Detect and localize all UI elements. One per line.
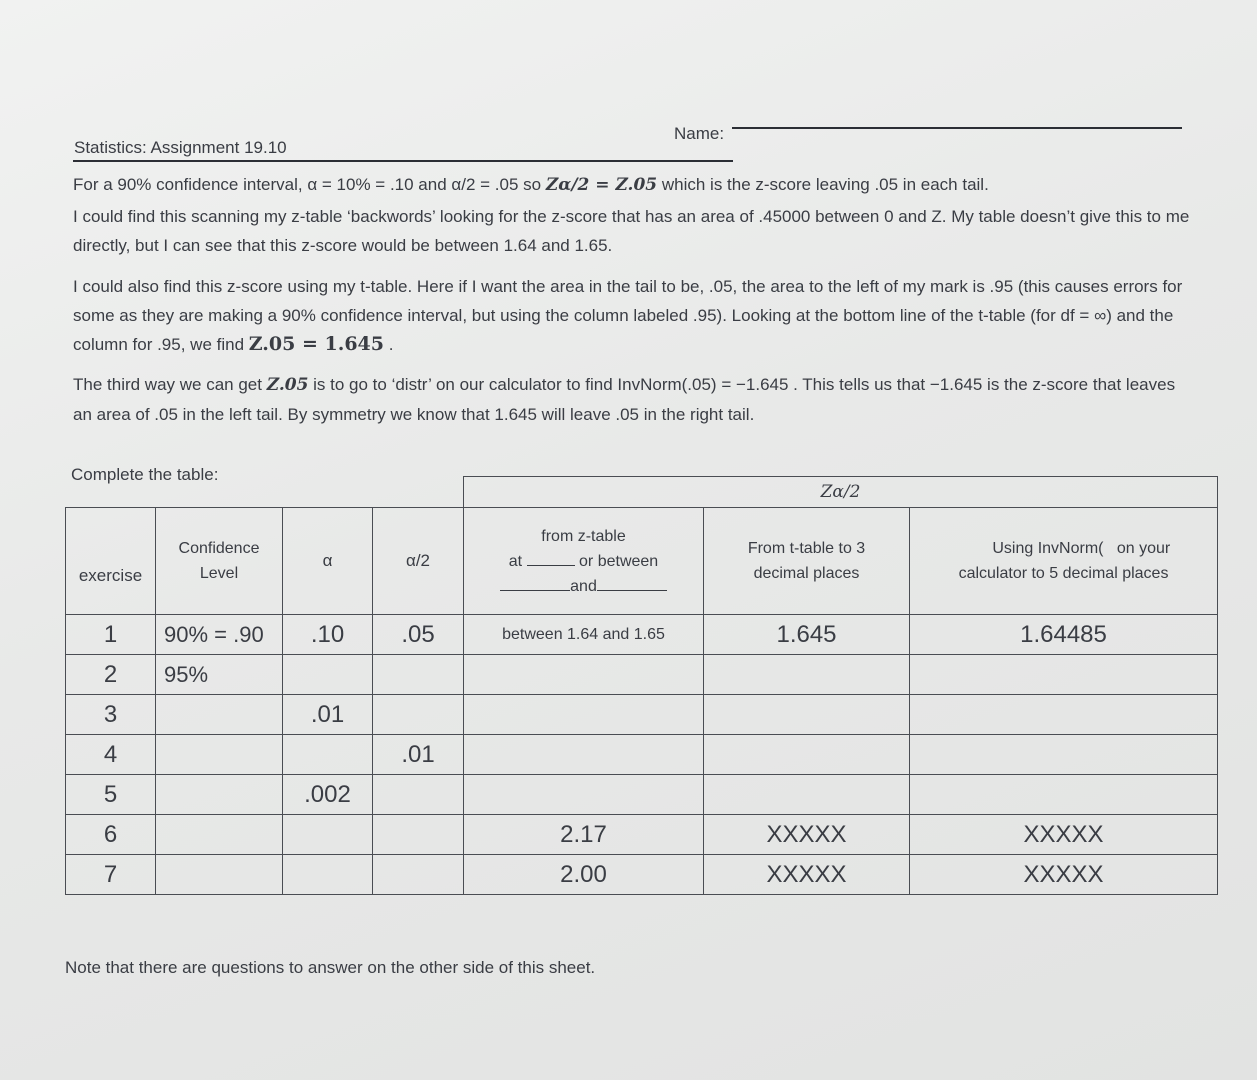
table-row [66, 695, 1218, 735]
cell-exercise: 3 [66, 695, 156, 735]
header-exercise: exercise [66, 508, 156, 615]
cell-confidence[interactable] [156, 735, 283, 775]
paragraph-t-table: I could also find this z-score using my t-table. Here if I want the area in the tail to be, .05, the area to the left of my mark is .95 (this causes errors for some as they are making a 90% confidence interval, but using the column labeled .95). Looking at the bottom line of the t-table (for df = ∞) and the column for .95, we find Z.05 = 1.645 . [73, 277, 1183, 355]
cell-z-table[interactable] [464, 775, 704, 815]
cell-alpha[interactable] [283, 655, 373, 695]
cell-alpha-half[interactable] [373, 655, 464, 695]
title-underline [73, 160, 733, 162]
cell-alpha[interactable]: .01 [283, 695, 373, 735]
header-z-alpha-half [464, 477, 1218, 508]
cell-exercise: 1 [66, 615, 156, 655]
cell-confidence[interactable] [156, 775, 283, 815]
cell-invnorm: XXXXX [910, 815, 1218, 855]
p3-text: I could also find this z-score using my t-table. Here if I want the area in the tail to be, .05, the area to the left of my mark is .95 (this causes errors for some as they are making a 90% confidence interval, but using the column labeled .95). Looking at the bottom line of the t-table (for df = ∞) and the column for .95, we find [73, 277, 1183, 354]
cell-z-table[interactable] [464, 735, 704, 775]
z-alpha-half-label: Zα/2 [820, 482, 861, 502]
cell-confidence[interactable]: 90% = .90 [156, 615, 283, 655]
p4-text: is to go to ‘distr’ on our calculator to find InvNorm(.05) = −1.645 . This tells us that −1.645 is the z-score that leaves an area of .05 in the left tail. By symmetry we know that 1.645 will leave .05 in the right tail. [73, 375, 1176, 424]
cell-invnorm[interactable] [910, 775, 1218, 815]
cell-alpha[interactable] [283, 855, 373, 895]
cell-exercise: 7 [66, 855, 156, 895]
p1-math: Zα/2 = Z.05 [545, 175, 658, 195]
cell-alpha-half[interactable] [373, 815, 464, 855]
cell-exercise: 4 [66, 735, 156, 775]
cell-alpha-half[interactable] [373, 695, 464, 735]
cell-z-table[interactable]: 2.17 [464, 815, 704, 855]
cell-alpha-half[interactable]: .05 [373, 615, 464, 655]
cell-z-table[interactable]: between 1.64 and 1.65 [464, 615, 704, 655]
header-from-z-table: from z-table at or between and [464, 508, 704, 615]
cell-confidence[interactable] [156, 855, 283, 895]
table-row [66, 735, 1218, 775]
header-alpha: α [283, 508, 373, 615]
blank-corner-2 [156, 477, 283, 508]
cell-t-table[interactable] [704, 655, 910, 695]
cell-alpha[interactable] [283, 735, 373, 775]
header-using-invnorm: Using InvNorm( on your calculator to 5 decimal places [910, 508, 1218, 615]
cell-exercise: 6 [66, 815, 156, 855]
table-row [66, 615, 1218, 655]
p3-math: Z.05 = 1.645 [248, 333, 385, 355]
cell-t-table[interactable] [704, 695, 910, 735]
paragraph-z-table: I could find this scanning my z-table ‘backwords’ looking for the z-score that has an area of .45000 between 0 and Z. My table doesn’t give this to me directly, but I can see that this z-score would be between 1.64 and 1.65. [73, 207, 1190, 255]
table-row [66, 775, 1218, 815]
cell-alpha-half[interactable]: .01 [373, 735, 464, 775]
p4-math: Z.05 [266, 375, 309, 395]
blank-corner-4 [373, 477, 464, 508]
cell-exercise: 5 [66, 775, 156, 815]
cell-invnorm[interactable] [910, 735, 1218, 775]
assignment-title: Statistics: Assignment 19.10 [74, 138, 287, 157]
cell-t-table: XXXXX [704, 815, 910, 855]
cell-invnorm[interactable] [910, 695, 1218, 735]
cell-z-table[interactable]: 2.00 [464, 855, 704, 895]
table-row [66, 815, 1218, 855]
cell-alpha[interactable]: .002 [283, 775, 373, 815]
cell-t-table[interactable]: 1.645 [704, 615, 910, 655]
cell-z-table[interactable] [464, 695, 704, 735]
cell-exercise: 2 [66, 655, 156, 695]
cell-t-table[interactable] [704, 775, 910, 815]
cell-z-table[interactable] [464, 655, 704, 695]
cell-alpha[interactable] [283, 815, 373, 855]
cell-confidence[interactable] [156, 695, 283, 735]
z-score-table [65, 476, 1218, 895]
cell-confidence[interactable] [156, 815, 283, 855]
table-row [66, 855, 1218, 895]
cell-invnorm: XXXXX [910, 855, 1218, 895]
header-alpha-half: α/2 [373, 508, 464, 615]
blank-corner-3 [283, 477, 373, 508]
table-row [66, 655, 1218, 695]
paragraph-invnorm [73, 370, 1193, 429]
p4-lead: The third way we can get [73, 375, 262, 394]
cell-alpha-half[interactable] [373, 855, 464, 895]
paragraph-confidence-interval [73, 170, 1193, 200]
cell-invnorm[interactable]: 1.64485 [910, 615, 1218, 655]
cell-alpha-half[interactable] [373, 775, 464, 815]
header-confidence-level: Confidence Level [156, 508, 283, 615]
cell-confidence[interactable]: 95% [156, 655, 283, 695]
cell-t-table: XXXXX [704, 855, 910, 895]
footer-note: Note that there are questions to answer on the other side of this sheet. [65, 958, 596, 977]
name-line [732, 127, 1182, 129]
header-from-t-table: From t-table to 3 decimal places [704, 508, 910, 615]
blank-corner [66, 477, 156, 508]
name-label: Name: [674, 124, 725, 143]
cell-invnorm[interactable] [910, 655, 1218, 695]
cell-alpha[interactable]: .10 [283, 615, 373, 655]
cell-t-table[interactable] [704, 735, 910, 775]
complete-table-label: Complete the table: [71, 465, 219, 484]
p1-text: For a 90% confidence interval, α = 10% = .10 and α/2 = .05 so [73, 175, 542, 194]
p1-tail: which is the z-score leaving .05 in each tail. [661, 175, 989, 194]
